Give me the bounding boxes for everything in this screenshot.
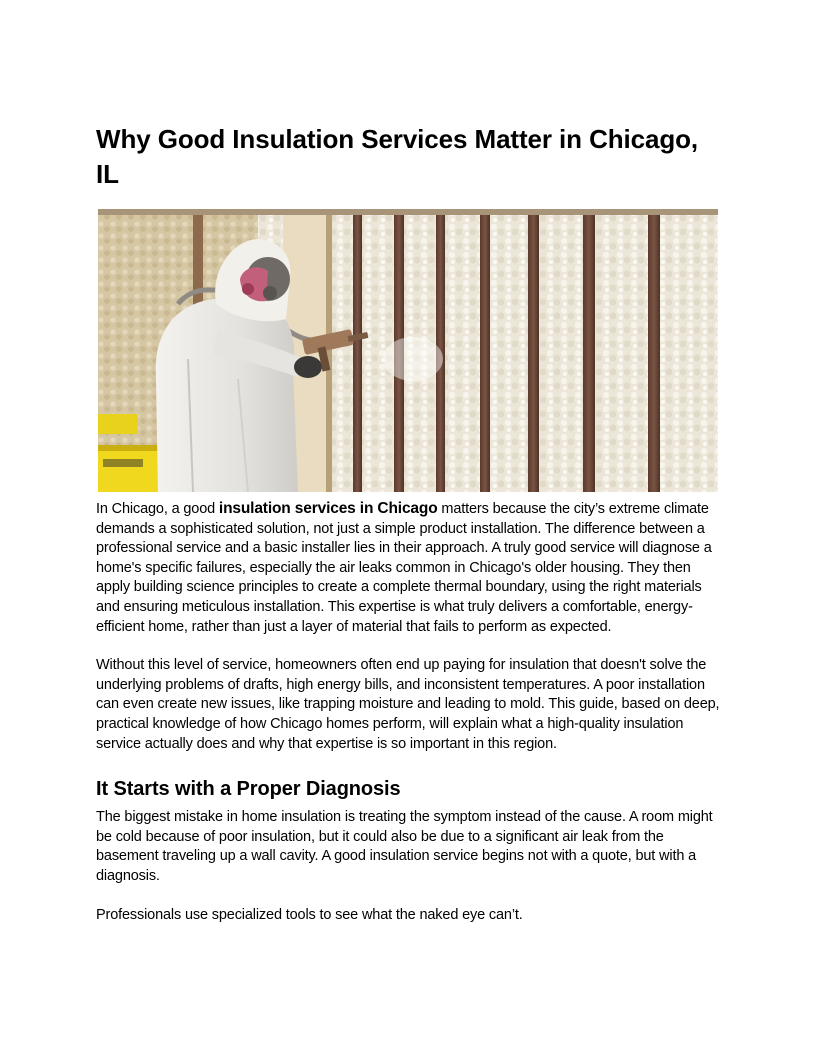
intro-text-after: matters because the city’s extreme climate demands a sophisticated solution, not just a simple product installation. The difference between a professional service and a basic installer lies in their approach. A truly good service will diagnose a home's specific failures, especially the air leaks common in Chicago's older housing. They then apply building science principles to create a complete thermal boundary, using the right materials and ensuring meticulous installation. This expertise is what truly delivers a comfortable, energy-efficient home, rather than just a layer of material that fails to perform as expected.	[96, 501, 712, 635]
page-title: Why Good Insulation Services Matter in Chicago, IL	[96, 124, 699, 189]
section-heading: It Starts with a Proper Diagnosis	[96, 778, 401, 801]
spray-foam-photo-icon	[98, 209, 718, 492]
intro-paragraph	[96, 499, 722, 637]
keyword-link: insulation services in Chicago	[218, 500, 438, 517]
document-page	[96, 122, 722, 925]
intro-text-before: In Chicago, a good	[96, 501, 219, 517]
second-paragraph: Without this level of service, homeowners often end up paying for insulation that doesn't solve the underlying problems of drafts, high energy bills, and inconsistent temperatures. A poor installation can even create new issues, like trapping moisture and leading to mold. This guide, based on deep, practical knowledge of how Chicago homes perform, will explain what a high-quality insulation service actually does and why that expertise is so important in this region.	[96, 657, 720, 752]
tools-paragraph: Professionals use specialized tools to see what the naked eye can’t.	[96, 906, 523, 923]
diagnosis-paragraph: The biggest mistake in home insulation is treating the symptom instead of the cause. A room might be cold because of poor insulation, but it could also be due to a significant air leak from the basement traveling up a wall cavity. A good insulation service begins not with a quote, but with a diagnosis.	[96, 809, 713, 884]
hero-image	[98, 209, 718, 492]
